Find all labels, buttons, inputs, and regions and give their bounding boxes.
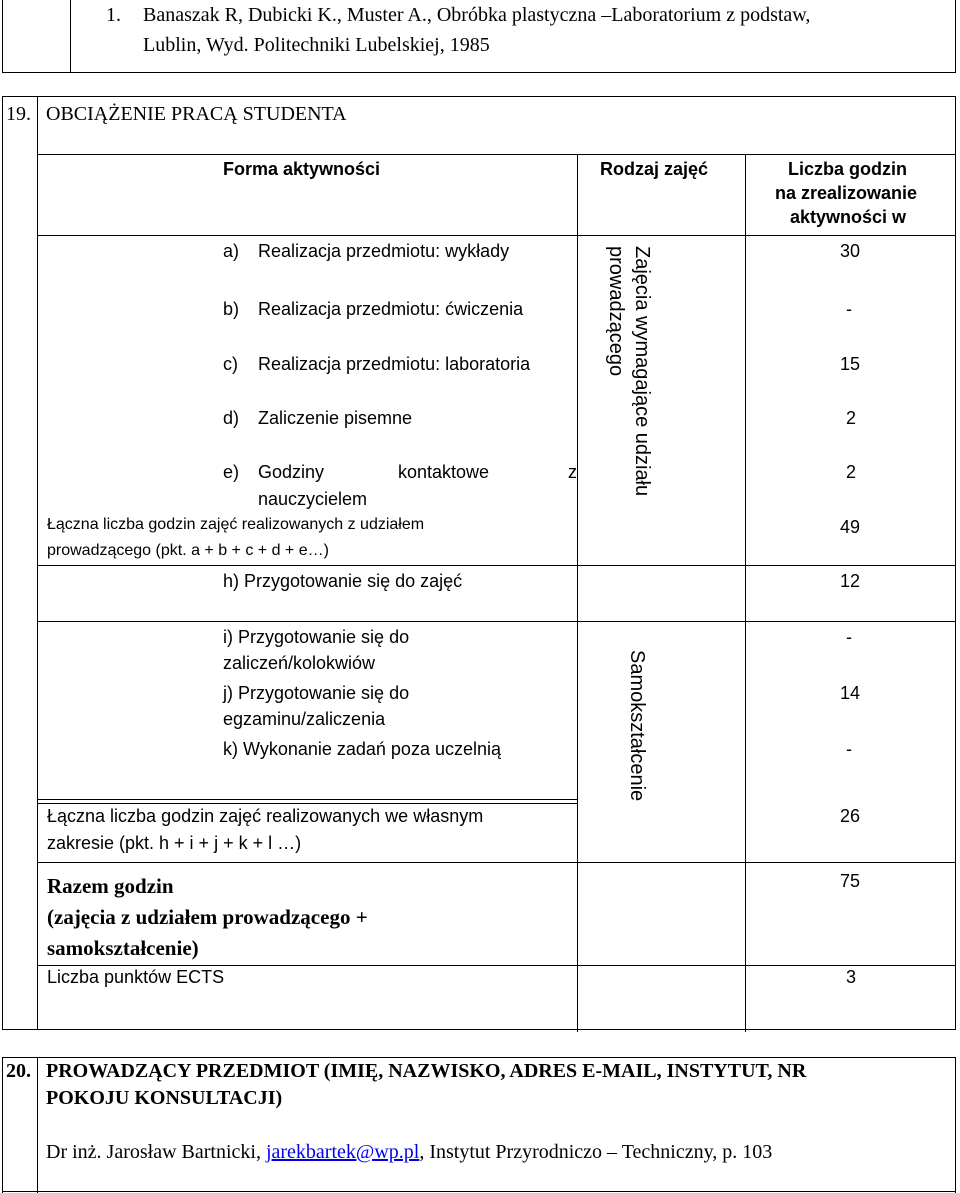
row-label-line-1: i) Przygotowanie się do (223, 627, 410, 647)
row-label: Realizacja przedmiotu: ćwiczenia (258, 299, 524, 319)
header-rodzaj-zajec: Rodzaj zajęć (600, 159, 709, 179)
row-label-line-2: nauczycielem (258, 489, 368, 509)
row-label: Realizacja przedmiotu: laboratoria (258, 354, 531, 374)
subtotal-label-line-1: Łączna liczba godzin zajęć realizowanych z udziałem (47, 516, 425, 533)
subtotal-label-line-2: prowadzącego (pkt. a + b + c + d + e…) (47, 542, 329, 559)
row-label-word-3: z (568, 462, 577, 482)
group-label-self-study: Samokształcenie (626, 650, 648, 802)
row-label: Zaliczenie pisemne (258, 408, 413, 428)
row-value: - (846, 299, 852, 319)
row-value: 2 (846, 462, 857, 482)
section-20-title-line-2: POKOJU KONSULTACJI) (46, 1087, 283, 1109)
subtotal-label-line-2: zakresie (pkt. h + i + j + k + l …) (47, 833, 302, 853)
reference-line-2: Lublin, Wyd. Politechniki Lubelskiej, 1985 (143, 34, 490, 56)
reference-line-1: Banaszak R, Dubicki K., Muster A., Obróbka plastyczna –Laboratorium z podstaw, (143, 4, 811, 26)
row-value: - (846, 739, 852, 759)
total-label-line-1: Razem godzin (47, 874, 174, 898)
section-19-number: 19. (6, 103, 31, 125)
header-liczba-godzin-2: na zrealizowanie (775, 183, 918, 203)
section-19-title: OBCIĄŻENIE PRACĄ STUDENTA (46, 103, 347, 125)
row-value: 30 (840, 241, 861, 261)
row-label-word-2: kontaktowe (398, 462, 490, 482)
subtotal-label-line-1: Łączna liczba godzin zajęć realizowanych we własnym (47, 806, 484, 826)
total-label-line-2: (zajęcia z udziałem prowadzącego + (47, 905, 368, 929)
row-label-line-2: zaliczeń/kolokwiów (223, 653, 376, 673)
row-label-line-1: j) Przygotowanie się do (223, 683, 410, 703)
row-letter: d) (223, 408, 240, 428)
row-label: h) Przygotowanie się do zajęć (223, 571, 463, 591)
section-20-number: 20. (6, 1060, 31, 1082)
row-value: - (846, 627, 852, 647)
ects-value: 3 (846, 967, 857, 987)
total-value: 75 (840, 871, 861, 891)
row-label: k) Wykonanie zadań poza uczelnią (223, 739, 501, 759)
header-liczba-godzin-1: Liczba godzin (788, 159, 907, 179)
row-letter: e) (223, 462, 240, 482)
row-label-word-1: Godziny (258, 462, 325, 482)
lecturer-institute: , Instytut Przyrodniczo – Techniczny, p. 103 (419, 1141, 773, 1163)
row-label: Realizacja przedmiotu: wykłady (258, 241, 510, 261)
header-liczba-godzin-3: aktywności w (790, 207, 907, 227)
section-20-title-line-1: PROWADZĄCY PRZEDMIOT (IMIĘ, NAZWISKO, ADRES E-MAIL, INSTYTUT, NR (46, 1060, 807, 1082)
row-label-line-2: egzaminu/zaliczenia (223, 709, 386, 729)
group-label-with-lecturer: Zajęcia wymagające udziału (631, 246, 653, 497)
row-letter: c) (223, 354, 238, 374)
reference-number: 1. (106, 4, 121, 26)
group-label-with-lecturer-2: prowadzącego (605, 246, 627, 377)
subtotal-value: 26 (840, 806, 861, 826)
row-letter: a) (223, 241, 240, 261)
row-value: 2 (846, 408, 857, 428)
row-letter: b) (223, 299, 240, 319)
ects-label: Liczba punktów ECTS (47, 967, 225, 987)
lecturer-name: Dr inż. Jarosław Bartnicki, (46, 1141, 261, 1163)
header-forma-aktywnosci: Forma aktywności (223, 159, 381, 179)
lecturer-email-link[interactable]: jarekbartek@wp.pl (265, 1141, 420, 1163)
row-value: 14 (840, 683, 861, 703)
total-label-line-3: samokształcenie) (47, 936, 199, 960)
row-value: 12 (840, 571, 861, 591)
lecturer-info (46, 1139, 772, 1165)
row-value: 15 (840, 354, 861, 374)
subtotal-value: 49 (840, 517, 861, 537)
